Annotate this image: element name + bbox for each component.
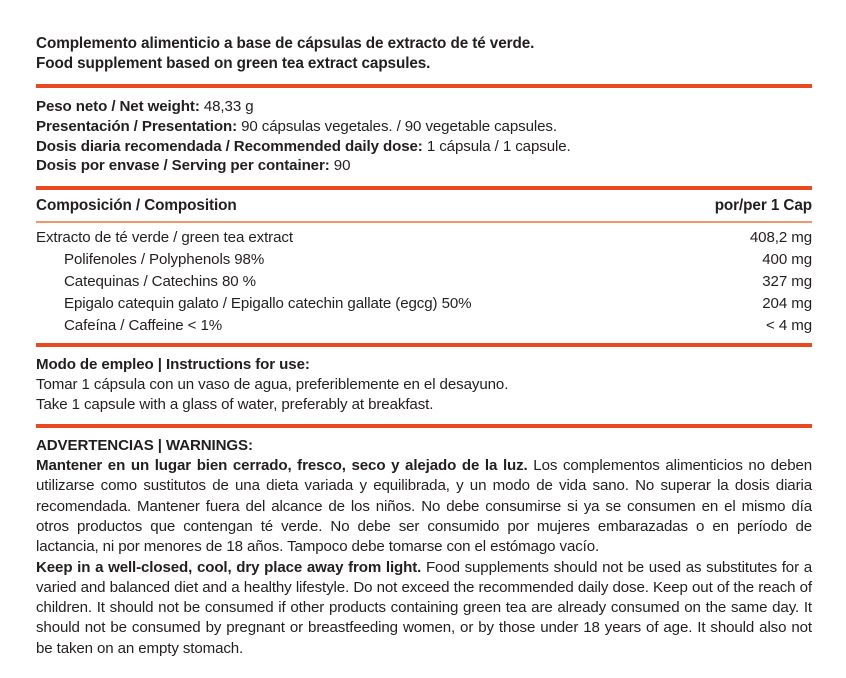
composition-row-name: Catequinas / Catechins 80 % (64, 273, 256, 291)
usage-section (36, 355, 812, 414)
composition-table-body-wrapper (36, 227, 812, 336)
warnings-section (36, 436, 812, 659)
usage-heading: Modo de empleo | Instructions for use: (36, 356, 310, 374)
table-row (36, 249, 812, 271)
warnings-paragraph-es (36, 456, 812, 557)
table-row (36, 227, 812, 249)
fact-daily-dose (36, 137, 812, 157)
spacer-before-usage-divider (36, 336, 812, 343)
composition-row-amount: < 4 mg (766, 316, 812, 334)
fact-value: 1 cápsula / 1 capsule. (422, 137, 571, 155)
composition-row-amount: 327 mg (762, 273, 812, 291)
table-row (36, 315, 812, 337)
composition-table-head (36, 190, 812, 221)
warnings-lead-en: Keep in a well-closed, cool, dry place away from light. (36, 558, 422, 576)
fact-value: 90 cápsulas vegetales. / 90 vegetable capsules. (237, 117, 557, 135)
divider-after-description (36, 84, 812, 88)
warnings-body-en: Food supplements should not be used as substitutes for a varied and balanced diet and a healthy lifestyle. Do not exceed the recommended daily dose. Keep out of the reach of children. It should not be consumed if other products containing green tea are already consumed on the same day. It should not be consumed by pregnant or breastfeeding women, or by those under 18 years of age. It should also not be taken on an empty stomach. (36, 558, 812, 657)
table-row (36, 271, 812, 293)
fact-label: Dosis diaria recomendada / Recommended daily dose: (36, 137, 423, 155)
divider-before-warnings (36, 424, 812, 428)
product-description-en: Food supplement based on green tea extract capsules. (36, 54, 431, 72)
product-description-es: Complemento alimenticio a base de cápsulas de extracto de té verde. (36, 35, 535, 52)
composition-row-amount: 408,2 mg (749, 229, 812, 247)
usage-line-es: Tomar 1 cápsula con un vaso de agua, preferiblemente en el desayuno. (36, 376, 509, 394)
composition-table (36, 190, 812, 221)
divider-before-usage (36, 343, 812, 347)
warnings-paragraph-en (36, 558, 812, 659)
warnings-body-es: Los complementos alimenticios no deben utilizarse como sustitutos de una dieta variada y equilibrada, y un modo de vida sano. No superar la dosis diaria recomendada. Mantener fuera del alcance de los niños. No debe consumirse si ya se consumen en el mismo día otros productos que contengan té verde. No debe ser consumido por mujeres embarazadas o en período de lactancia, ni por menores de 18 años. Tampoco debe tomarse con el estómago vacío. (36, 457, 813, 556)
warnings-lead-es: Mantener en un lugar bien cerrado, fresco, seco y alejado de la luz. (36, 457, 528, 475)
fact-label: Presentación / Presentation: (36, 117, 238, 135)
usage-line-en: Take 1 capsule with a glass of water, preferably at breakfast. (36, 395, 434, 413)
composition-header-amount: por/per 1 Cap (714, 197, 812, 215)
fact-value: 90 (329, 157, 351, 175)
composition-row-amount: 400 mg (762, 251, 812, 269)
composition-section (36, 190, 812, 336)
composition-row-name: Epigalo catequin galato / Epigallo catechin gallate (egcg) 50% (64, 294, 472, 312)
fact-value: 48,33 g (199, 98, 254, 116)
table-row (36, 293, 812, 315)
composition-header-row (36, 190, 812, 221)
fact-presentation (36, 117, 812, 137)
fact-label: Dosis por envase / Serving per container: (36, 157, 330, 175)
composition-table-body (36, 227, 812, 336)
composition-row-name: Cafeína / Caffeine < 1% (64, 316, 223, 334)
composition-row-amount: 204 mg (762, 294, 812, 312)
product-description (36, 34, 812, 73)
warnings-heading: ADVERTENCIAS | WARNINGS: (36, 436, 253, 454)
composition-row-name: Extracto de té verde / green tea extract (36, 229, 293, 247)
composition-header-name: Composición / Composition (36, 197, 237, 215)
product-facts-list (36, 97, 812, 176)
fact-net-weight (36, 97, 812, 117)
fact-servings-per-container (36, 156, 812, 176)
composition-row-name: Polifenoles / Polyphenols 98% (64, 251, 265, 269)
fact-label: Peso neto / Net weight: (36, 98, 200, 116)
